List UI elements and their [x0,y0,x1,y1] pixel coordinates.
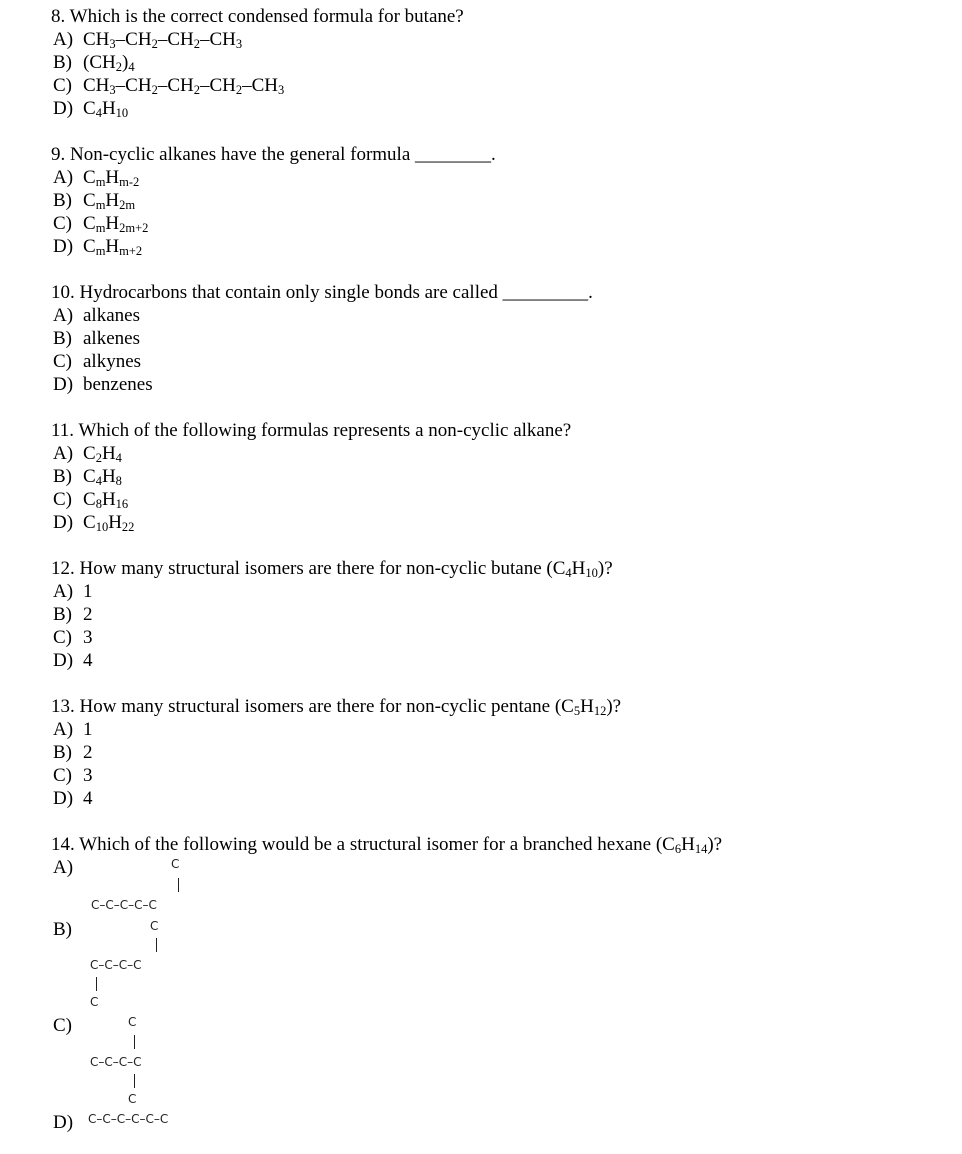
q14-option-c-label[interactable]: C) [53,1015,72,1036]
option-formula-text: H [105,190,120,211]
option-formula-subscript: 3 [109,37,116,51]
q14-a-branch-carbon: C [171,857,180,871]
q10-option-a[interactable] [53,305,140,327]
option-formula-subscript: 4 [128,60,135,74]
question-stem-text: H [681,834,695,855]
option-letter: C) [53,765,72,786]
option-formula-text: H [108,512,122,533]
option-letter: A) [53,719,74,740]
option-formula-text: C [83,213,96,234]
option-letter: B) [53,52,72,73]
option-formula-subscript: 4 [95,474,102,488]
option-formula-text: –CH [199,75,236,96]
option-letter: D) [53,650,74,671]
option-formula-text: 1 [83,719,93,740]
option-formula-text: H [101,98,116,119]
option-formula-subscript: 2 [151,37,158,51]
option-formula-text: H [101,466,116,487]
option-formula-subscript: m [95,198,106,212]
q12-option-b[interactable] [53,604,93,626]
q14-c-main-chain: C–C–C–C [90,1055,142,1069]
q14-b-top-carbon: C [150,919,159,933]
option-formula-subscript: 2 [193,37,200,51]
option-formula-subscript: 2m+2 [119,221,149,235]
q14-c-bottom-carbon: C [128,1092,137,1106]
q11-option-d[interactable] [53,512,134,538]
option-formula-text: H [105,213,120,234]
question-stem-subscript: 12 [593,704,607,718]
q14-b-vertical-bond-top [156,938,157,952]
question-stem-text: 12. How many structural isomers are there for non-cyclic butane (C [51,558,566,579]
option-letter: A) [53,305,74,326]
option-formula-text: –CH [157,75,194,96]
option-formula-subscript: 22 [121,520,135,534]
option-letter: C) [53,489,72,510]
q10-option-c[interactable] [53,351,141,373]
question-stem-text: )? [707,834,723,855]
q8-option-d[interactable] [53,98,128,124]
q14-c-top-carbon: C [128,1015,137,1029]
question-stem-text: H [571,558,586,579]
question-stem-text: )? [606,696,622,717]
option-formula-subscript: m+2 [119,244,143,258]
option-formula-subscript: m-2 [119,175,140,189]
option-formula-subscript: m [95,175,106,189]
question-stem-text: H [580,696,594,717]
option-formula-text: H [101,443,116,464]
option-letter: D) [53,788,74,809]
question-stem-text: 14. Which of the following would be a structural isomer for a branched hexane (C [51,834,675,855]
option-letter: C) [53,75,72,96]
q9-option-d[interactable] [53,236,142,262]
option-formula-text: alkynes [83,351,142,372]
q11-stem: 11. Which of the following formulas represents a non-cyclic alkane? [51,420,572,441]
option-formula-text: ) [121,52,129,73]
option-formula-text: 1 [83,581,93,602]
option-letter: D) [53,98,74,119]
option-formula-subscript: 3 [235,37,243,51]
question-stem-subscript: 5 [573,704,581,718]
option-formula-text: C [83,167,96,188]
option-letter: C) [53,213,72,234]
q13-option-c[interactable] [53,765,93,787]
option-formula-text: alkenes [83,328,140,349]
q10-stem: 10. Hydrocarbons that contain only single bonds are called _________. [51,282,593,303]
option-formula-text: C [83,236,96,257]
option-formula-text: benzenes [83,374,153,395]
option-letter: A) [53,167,74,188]
option-formula-subscript: 2 [115,60,122,74]
q10-option-b[interactable] [53,328,140,350]
q13-option-b[interactable] [53,742,93,764]
option-letter: B) [53,742,72,763]
option-letter: D) [53,374,74,395]
q9-stem: 9. Non-cyclic alkanes have the general formula ________. [51,144,496,165]
q14-option-b-label[interactable]: B) [53,919,72,940]
option-formula-text: 2 [83,742,93,763]
option-letter: A) [53,443,74,464]
option-formula-text: 3 [83,627,93,648]
q12-option-a[interactable] [53,581,93,603]
q12-stem [51,558,613,584]
q14-stem [51,834,722,860]
option-formula-text: C [83,466,96,487]
option-formula-text: alkanes [83,305,140,326]
option-letter: D) [53,512,74,533]
q14-a-main-chain: C–C–C–C–C [91,898,157,912]
option-formula-subscript: m [95,221,106,235]
q12-option-d[interactable] [53,650,93,672]
option-formula-subscript: 10 [115,106,129,120]
question-stem-text: 13. How many structural isomers are there for non-cyclic pentane (C [51,696,574,717]
option-formula-text: C [83,512,96,533]
q14-option-d-label[interactable]: D) [53,1112,74,1133]
q14-b-main-chain: C–C–C–C [90,958,142,972]
option-formula-subscript: 4 [95,106,102,120]
q14-option-a-label[interactable]: A) [53,857,74,878]
option-formula-text: 4 [83,650,93,671]
q14-c-vertical-bond-bottom [134,1074,135,1088]
question-stem-subscript: 6 [674,842,682,856]
option-letter: A) [53,29,74,50]
q13-option-d[interactable] [53,788,93,810]
option-formula-subscript: 4 [115,451,122,465]
option-formula-subscript: 2 [95,451,102,465]
option-formula-subscript: 2 [151,83,158,97]
option-formula-subscript: 16 [115,497,129,511]
q13-option-a[interactable] [53,719,93,741]
q14-b-bottom-carbon: C [90,995,99,1009]
option-letter: D) [53,236,74,257]
question-stem-subscript: 10 [585,566,598,580]
option-formula-subscript: 8 [95,497,102,511]
question-stem-text: )? [597,558,613,579]
option-formula-text: 2 [83,604,93,625]
option-formula-text: H [105,236,120,257]
option-letter: B) [53,328,72,349]
option-formula-text: –CH [115,75,152,96]
option-formula-subscript: 2 [193,83,200,97]
option-formula-text: CH [83,75,110,96]
option-formula-text: C [83,98,96,119]
option-formula-text: –CH [157,29,194,50]
question-stem-subscript: 14 [694,842,708,856]
option-formula-text: H [101,489,116,510]
option-formula-text: C [83,190,96,211]
option-formula-text: C [83,489,96,510]
q8-stem: 8. Which is the correct condensed formula for butane? [51,6,464,27]
option-formula-text: C [83,443,96,464]
option-letter: C) [53,627,72,648]
question-stem-subscript: 4 [565,566,572,580]
q14-b-vertical-bond-bottom [96,977,97,991]
option-letter: C) [53,351,72,372]
q10-option-d[interactable] [53,374,153,396]
option-formula-subscript: 3 [278,83,285,97]
option-formula-text: –CH [115,29,152,50]
option-formula-subscript: 3 [109,83,116,97]
q13-stem [51,696,621,722]
option-formula-text: CH [83,29,110,50]
option-formula-subscript: 2m [119,198,136,212]
option-formula-text: (CH [83,52,116,73]
option-formula-subscript: 2 [235,83,243,97]
option-letter: B) [53,190,72,211]
option-letter: B) [53,604,72,625]
q12-option-c[interactable] [53,627,93,649]
option-formula-text: –CH [242,75,279,96]
q14-a-vertical-bond [178,878,179,892]
option-formula-text: 3 [83,765,93,786]
option-formula-text: H [105,167,120,188]
option-formula-text: 4 [83,788,93,809]
option-letter: B) [53,466,72,487]
q14-c-vertical-bond-top [134,1035,135,1049]
option-formula-text: –CH [199,29,236,50]
q14-d-main-chain: C–C–C–C–C–C [88,1112,169,1126]
option-formula-subscript: 10 [95,520,109,534]
option-formula-subscript: 8 [115,474,122,488]
option-formula-subscript: m [95,244,106,258]
option-letter: A) [53,581,74,602]
